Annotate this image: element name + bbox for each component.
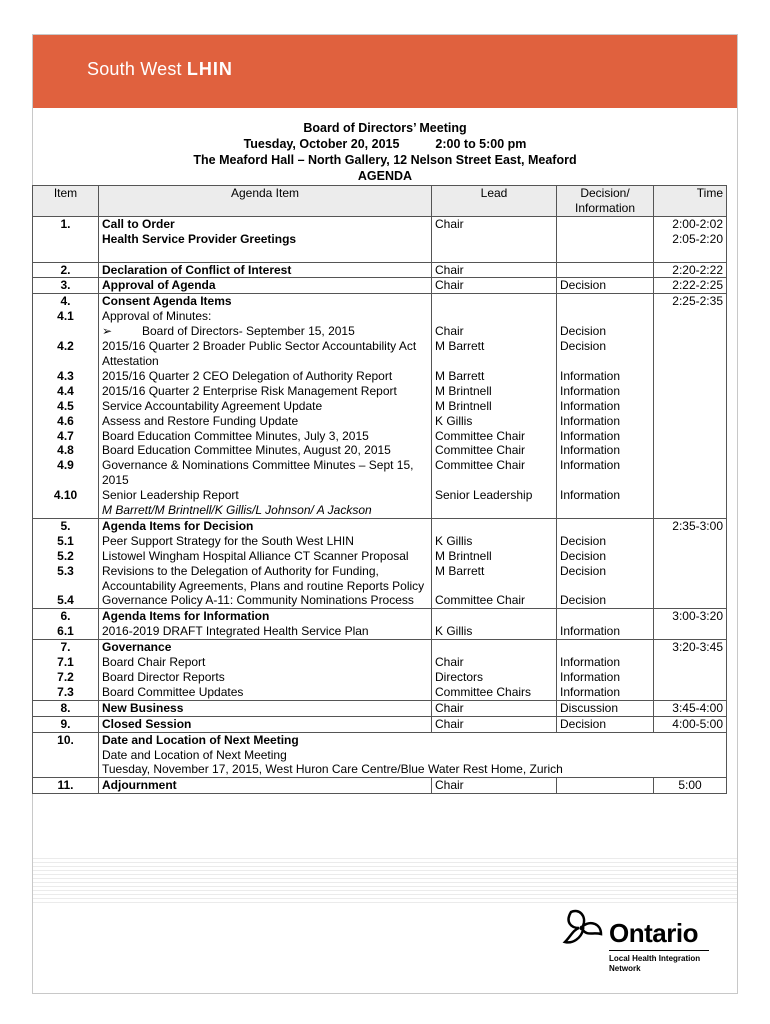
table-header-row: [33, 186, 727, 217]
arrow-bullet-icon: ➢: [102, 324, 113, 339]
table-row: 5.1 Peer Support Strategy for the South West LHIN K Gillis Decision: [33, 534, 727, 549]
table-row: Health Service Provider Greetings 2:05-2:20: [33, 232, 727, 247]
table-row: 1. Call to Order Chair 2:00-2:02: [33, 216, 727, 231]
header-banner: [33, 35, 737, 108]
meeting-title: Board of Directors’ Meeting: [303, 121, 467, 135]
table-row: 4.1 Approval of Minutes: ➢ Board of Directors- September 15, 2015 Chair Decision: [33, 309, 727, 339]
table-row: 4.3 2015/16 Quarter 2 CEO Delegation of Authority Report M Barrett Information: [33, 369, 727, 384]
meeting-date-time: Tuesday, October 20, 2015 2:00 to 5:00 pm: [243, 137, 527, 151]
trillium-icon: [561, 906, 607, 952]
logo-divider: [609, 950, 709, 951]
table-row: 6. Agenda Items for Information 3:00-3:20: [33, 609, 727, 624]
table-row: 4. Consent Agenda Items 2:25-2:35: [33, 294, 727, 309]
table-row: 4.6 Assess and Restore Funding Update K Gillis Information: [33, 414, 727, 429]
table-row: 5.2 Listowel Wingham Hospital Alliance CT Scanner Proposal M Brintnell Decision: [33, 549, 727, 564]
table-row: 4.10 Senior Leadership Report M Barrett/M Brintnell/K Gillis/L Johnson/ A Jackson Senior Leadership Information: [33, 488, 727, 518]
column-header-item: Item: [33, 186, 99, 217]
table-row: 8. New Business Chair Discussion 3:45-4:00: [33, 700, 727, 716]
lhin-subtitle: Local Health Integration Network: [609, 954, 701, 973]
column-header-lead: Lead: [432, 186, 557, 217]
table-row: 5.4 Governance Policy A-11: Community Nominations Process Committee Chair Decision: [33, 593, 727, 608]
table-row: 11. Adjournment Chair 5:00: [33, 778, 727, 794]
column-header-time: Time: [654, 186, 727, 217]
column-header-decision: Decision/ Information: [557, 186, 654, 217]
table-row: 5.3 Revisions to the Delegation of Authority for Funding, Accountability Agreements, Plans and routine Reports Policy M Barrett Decision: [33, 564, 727, 594]
table-row: 4.9 Governance & Nominations Committee Minutes – Sept 15, 2015 Committee Chair Information: [33, 458, 727, 488]
ontario-lhin-logo: [561, 902, 731, 982]
table-row: 3. Approval of Agenda Chair Decision 2:22-2:25: [33, 278, 727, 294]
table-row: 5. Agenda Items for Decision 2:35-3:00: [33, 518, 727, 533]
table-row: 7.2 Board Director Reports Directors Information: [33, 670, 727, 685]
column-header-agenda-item: Agenda Item: [99, 186, 432, 217]
table-row: 6.1 2016-2019 DRAFT Integrated Health Service Plan K Gillis Information: [33, 624, 727, 639]
table-row: 7.3 Board Committee Updates Committee Chairs Information: [33, 685, 727, 700]
meeting-location: The Meaford Hall – North Gallery, 12 Nelson Street East, Meaford: [193, 153, 577, 167]
spacer-row: [33, 247, 727, 262]
table-row: 4.5 Service Accountability Agreement Update M Brintnell Information: [33, 399, 727, 414]
agenda-page: [32, 34, 738, 994]
table-row: 7.1 Board Chair Report Chair Information: [33, 655, 727, 670]
table-row: 9. Closed Session Chair Decision 4:00-5:00: [33, 716, 727, 732]
south-west-lhin-logo: South West LHIN: [87, 59, 233, 79]
table-row: 2. Declaration of Conflict of Interest Chair 2:20-2:22: [33, 262, 727, 278]
table-row: 7. Governance 3:20-3:45: [33, 640, 727, 655]
table-row: 4.2 2015/16 Quarter 2 Broader Public Sector Accountability Act Attestation M Barrett Decision: [33, 339, 727, 369]
table-row: 4.7 Board Education Committee Minutes, July 3, 2015 Committee Chair Information: [33, 429, 727, 444]
agenda-table: [32, 185, 727, 794]
table-row: 4.8 Board Education Committee Minutes, August 20, 2015 Committee Chair Information: [33, 443, 727, 458]
table-row: 4.4 2015/16 Quarter 2 Enterprise Risk Management Report M Brintnell Information: [33, 384, 727, 399]
table-row: 10. Date and Location of Next Meeting Date and Location of Next Meeting Tuesday, November 17, 2015, West Huron Care Centre/Blue Water Rest Home, Zurich: [33, 732, 727, 778]
ontario-wordmark: Ontario: [609, 918, 698, 948]
footer-decoration: [33, 855, 737, 905]
agenda-heading: AGENDA: [357, 169, 413, 183]
